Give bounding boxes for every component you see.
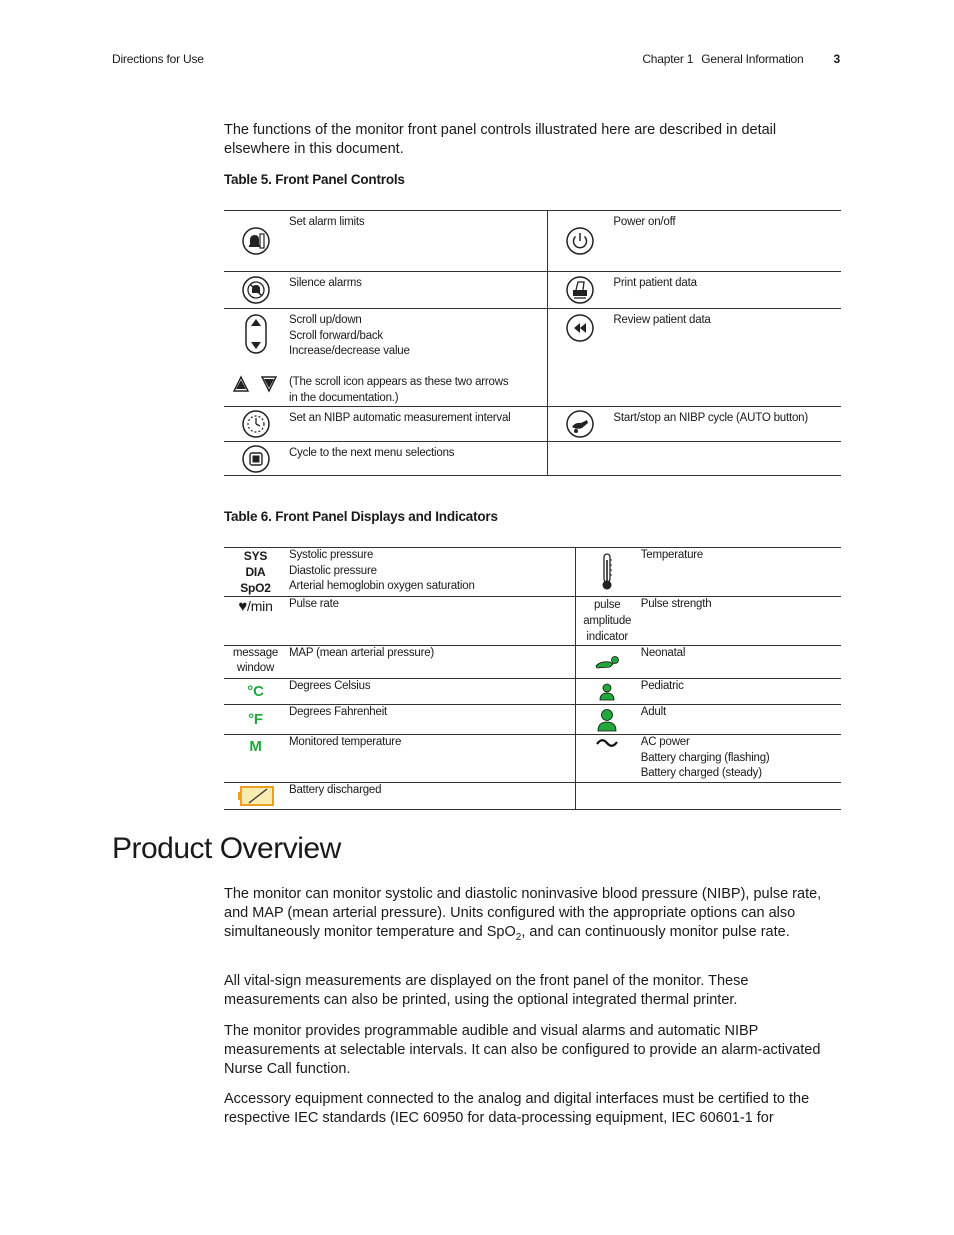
monitored-temp-symbol: M <box>249 738 262 755</box>
displays-indicators-table <box>224 547 841 810</box>
message-window-caption: message window <box>232 647 279 674</box>
table5-title: Table 5. Front Panel Controls <box>224 172 405 187</box>
running-header-right <box>642 52 840 66</box>
control-label: Cycle to the next menu selections <box>289 447 455 459</box>
indicator-label: Battery discharged <box>289 784 382 796</box>
power-icon <box>548 211 612 272</box>
indicator-label: Degrees Fahrenheit <box>289 706 388 718</box>
interval-icon <box>224 407 287 442</box>
silence-alarms-icon <box>224 272 287 309</box>
celsius-symbol: °C <box>247 683 264 700</box>
page-number: 3 <box>833 52 840 66</box>
sys-abbr: SYS <box>243 549 268 563</box>
table-row <box>224 407 841 442</box>
indicator-label: Battery charging (flashing) <box>640 751 770 764</box>
control-label: Silence alarms <box>289 277 362 289</box>
indicator-label: Diastolic pressure <box>289 564 377 577</box>
control-label: Set an NIBP automatic measurement interval <box>289 412 511 424</box>
table-row <box>224 705 841 735</box>
indicator-label: Pulse strength <box>640 598 712 610</box>
overview-paragraph-3: The monitor provides programmable audible and visual alarms and automatic NIBP measurements at selectable intervals. It can also be configured to provide an alarm-activated Nurse Call function. <box>224 1023 821 1077</box>
control-label: Set alarm limits <box>289 216 365 228</box>
table-row <box>224 272 841 309</box>
neonatal-icon <box>575 646 639 679</box>
control-label: Scroll up/down <box>289 314 362 326</box>
overview-paragraph-2: All vital-sign measurements are displayed on the front panel of the monitor. These measurements can also be printed, using the optional integrated thermal printer. <box>224 973 749 1008</box>
indicator-label: AC power <box>640 736 690 748</box>
table-row <box>224 646 841 679</box>
scroll-icon <box>224 309 287 407</box>
table-row <box>224 597 841 646</box>
control-label: Power on/off <box>613 216 676 228</box>
indicator-label: Systolic pressure <box>289 549 374 561</box>
indicator-label: Arterial hemoglobin oxygen saturation <box>289 580 475 592</box>
pediatric-icon <box>575 679 639 705</box>
review-icon <box>548 309 612 407</box>
table6-title: Table 6. Front Panel Displays and Indicators <box>224 509 498 524</box>
indicator-label: Neonatal <box>640 647 686 659</box>
indicator-label: Adult <box>640 706 666 718</box>
table-row <box>224 735 841 783</box>
table-row <box>224 783 841 810</box>
overview-paragraph-1: The monitor can monitor systolic and diastolic noninvasive blood pressure (NIBP), pulse rate, and MAP (mean arterial pressure). Units configured with the appropriate options can also simultaneously monitor temperature and SpO$_2$, and can continuously monitor pulse rate. <box>224 886 822 943</box>
table-row <box>224 309 841 407</box>
table-row <box>224 548 841 597</box>
control-label: Increase/decrease value <box>289 345 410 357</box>
control-note: in the documentation.) <box>289 391 399 404</box>
control-label: Review patient data <box>613 314 711 326</box>
thermometer-icon <box>575 548 639 597</box>
menu-cycle-icon <box>224 442 287 476</box>
battery-discharged-icon <box>224 783 287 810</box>
running-header-left: Directions for Use <box>112 52 204 66</box>
pulse-rate-symbol: ♥/min <box>238 598 273 615</box>
indicator-label: Degrees Celsius <box>289 680 371 692</box>
indicator-label: Temperature <box>640 549 704 561</box>
dia-abbr: DIA <box>245 565 266 579</box>
adult-icon <box>575 705 639 735</box>
control-note: (The scroll icon appears as these two arrows <box>289 376 509 388</box>
indicator-label: MAP (mean arterial pressure) <box>289 647 435 659</box>
fahrenheit-symbol: °F <box>248 711 263 728</box>
table-row <box>224 442 841 476</box>
front-panel-controls-table <box>224 210 841 476</box>
intro-paragraph: The functions of the monitor front panel controls illustrated here are described in detail elsewhere in this document. <box>224 122 777 157</box>
alarm-limits-icon <box>224 211 287 272</box>
overview-paragraph-4: Accessory equipment connected to the analog and digital interfaces must be certified to the respective IEC standards (IEC 60950 for data-processing equipment, IEC 60601-1 for <box>224 1091 810 1126</box>
section-heading: Product Overview <box>112 832 341 865</box>
section-label: General Information <box>701 52 804 66</box>
indicator-label: Battery charged (steady) <box>640 767 762 779</box>
table-row <box>224 211 841 272</box>
indicator-label: Monitored temperature <box>289 736 402 748</box>
spo2-abbr: SpO2 <box>240 581 271 595</box>
control-label: Print patient data <box>613 277 697 289</box>
print-icon <box>548 272 612 309</box>
pulse-amplitude-caption: pulse amplitude indicator <box>575 597 639 646</box>
control-label: Start/stop an NIBP cycle (AUTO button) <box>613 412 809 424</box>
chapter-label: Chapter 1 <box>642 52 694 66</box>
ac-power-icon <box>575 735 639 783</box>
scroll-arrows-icon <box>231 374 281 394</box>
control-label: Scroll forward/back <box>289 329 383 342</box>
table-row <box>224 679 841 705</box>
indicator-label: Pediatric <box>640 680 684 692</box>
heart-icon: ♥ <box>238 598 248 615</box>
auto-nibp-icon <box>548 407 612 442</box>
indicator-label: Pulse rate <box>289 598 339 610</box>
